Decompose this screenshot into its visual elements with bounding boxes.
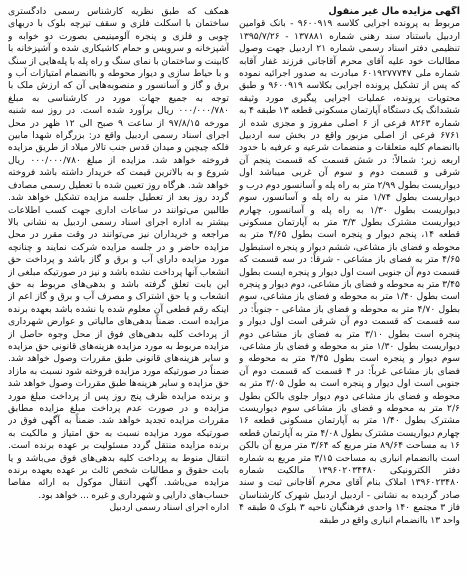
notice-body-right: مربوط به پرونده اجرایی کلاسه ۹۶۰۰۹۱۹ - بانک قوامین اردبیل باستناد سند رهنی شماره ۱۳۷۸۸۱ - ۱۳۹۵/۷/۲۶ تنظیمی دفتر اسناد رسمی شماره ۲۱ اردبیل جهت وصول مطالبات خود علیه آقای محرم آقاجانی فرزند غفار آقابه شماره ملی ۶۰۱۹۲۷۷۷۴۷ مبادرت به صدور اجرائیه نموده که پس از تشکیل پرونده اجرایی بکلاسه ۹۶۰۰۹۱۹ و طبق محتویات پرونده، عملیات اجرایی پیگیری مورد وثیقه ششدانگ یک دستگاه آپارتمان مسکونی قطعه ۱۳ طبقه ۴ به شماره ۸۲۶۳ فرعی از ۶ اصلی مفروز و مجزی شده از ۶۷۶۱ فرعی از اصلی مزبور واقع در بخش سه اردبیل باانضمام کلیه متعلقات و منضمات شرعیه و عرفیه با حدود اربعه زیر: شمالاً: در شش قسمت که قسمت پنجم آن شرقی و قسمت دوم و سوم آن غربی میباشد اول دیواریست بطول ۲/۹۹ متر به راه پله و آسانسور دوم درب و دیواریست بطول ۱/۷۴ متر به راه پله و آسانسور، سوم دیواریست بطول ۱/۳۰ به راه پله و آسانسور، چهارم دیواریست مشترک بطول ۳/۳ متر به آپارتمان مسکونی قطعه ۱۴، پنجم دیوار و پنجره است بطول ۴/۶۵ متر به محوطه و فضای باز مشاعی، ششم دیوار و پنجره استبطول ۴/۶۵ متر به فضای باز مشاعی - شرقاً: در سه قسمت که قسمت دوم آن جنوبی است اول دیوار و پنجره ایست بطول ۳/۴۵ متر به محوطه و فضای باز مشاعی، دوم دیوار و پنجره است بطول ۱/۴۰ متر به محوطه و فضای باز مشاعی، سوم بطول ۴/۷۰ متر به محوطه و فضای باز مشاعی - جنوباً: در سه قسمت که قسمت دوم آن شرقی است اول دیوار و پنجره است بطول ۳/۱۰ متر به فضای باز مشاعی دوم دیواریست بطول ۱/۳۰ متر به محوطه و فضای باز مشاعی، سوم دیوار و پنجره است بطول ۴/۴۵ متر به محوطه و فضای باز مشاعی غرباً: در ۴ قسمت که قسمت دوم آن جنوبی است اول دیوار و پنجره است به طول ۳/۰۵ متر به محوطه و فضای باز مشاعی دوم دیوار جلوی بالکن بطول ۲/۶ متر به محوطه و فضای باز مشاعی سوم دیواریست مشترک بطول ۱/۴۰ متر به آپارتمان مسکونی قطعه ۱۶ چهارم دیواریست مشترک بطول ۴/۰۸ متر به آپارتمان قطعه ۱۶ به مساحت ۸۹/۶۴ متر مربع که ۳/۶۴ متر مربع آن بالکن است باانضمام انباری به مساحت ۳/۱۵ متر مربع به شماره دفتر الکترونیکی ۱۳۹۶۰۲۰۳۴۴۸۰ مالکیت شماره ۱۳۹۶۰۲۳۴۸۰ املاک بنام آقای محرم آقاجانی ثبت و سند صادر گردیده به نشانی - اردبیل اردبیل شهرک کارشناسان فاز ۳ مجتمع ۱۴۰ واحدی فرهنگیان ناحیه ۳ بلوک ۵ طبقه ۴ واحد ۱۳ باانضمام انباری واقع در طبقه bbox=[239, 18, 460, 526]
notice-body-left: همکف که طبق نظریه کارشناس رسمی دادگستری ساختمان با اسکلت فلزی و سقف تیرچه بلوک با دربهای چوبی و فلزی و پنجره آلومینیمی بصورت دو خوابه و آشپزخانه و سرویس و حمام کاشیکاری شده و آشپزخانه با کابینت و ساختمان با نمای سنگ و راه پله با پله‌هایی از سنگ و با حیاط سازی و دیوار محوطه و باانضمام امتیازات آب و برق و گاز و آسانسور و منصوبه‌هایی آن که ارزش ملک با توجه به جمیع جهات مورد در کارشناسی به مبلغ ۰۰۰/۰۰۰/۷۸۰ ریال برآورد شده است. در روز سه شنبه مورخه ۹۷/۸/۱۵ از ساعت ۹ صبح الی ۱۲ ظهر در محل اجرای اسناد رسمی اردبیل واقع در: بزرگراه شهدا مابین فلکه چیچین و میدان قدس جنب تالار میلاد از طریق مزایده فروخته خواهد شد. مزایده از مبلغ ۰۰۰/۰۰۰/۷۸۰ ریال شروع و به بالاترین قیمت که خریدار داشته باشد فروخته خواهد شد. هرگاه روز تعیین شده با تعطیل رسمی مصادف گردد روز بعد از تعطیل جلسه مزایده تشکیل خواهد شد. طالبین می‌توانند در ساعات اداری جهت کسب اطلاعات بیشتر به اداره اجرای اسناد رسمی اردبیل به نشانی بالا مراجعه و خریداران نیز می‌توانند در وقت مقرر در محل مزایده حاضر و در جلسه مزایده شرکت نمایند و چنانچه مورد مزایده دارای آب و برق و گاز باشد و پرداخت حق انشعاب آنها پرداخت نشده باشد و نیز در صورتیکه مبلغی از این بابت تعلق گرفته باشد و بدهی‌های مربوط به حق انشعاب و یا حق اشتراک و مصرف آب و برق و گاز اعم از اینکه رقم قطعی آن معلوم شده یا نشده باشد بعهده برنده مزایده است. ضمناً بدهی‌های مالیاتی و عوارض شهرداری از پرداخت کلیه بدهی‌های فوق از محل وجوه حاصل از مزایده مربوط به مورد مزایده هزینه‌های قانونی حق مزایده و سایر هزینه‌های قانونی طبق مقررات وصول خواهد شد. ضمناً در صورتیکه مورد مزایده فروخته شود نسبت به مازاد حق مزایده و سایر هزینه‌ها طبق مقررات وصول خواهد شد و برنده مزایده ظرف پنج روز پس از پرداخت مبلغ مورد مزایده و در صورت عدم پرداخت مبلغ مزایده مطابق مقررات مزایده تجدید خواهد شد. ضمناً به آگهی فوق در صورتیکه مورد مزایده نسبت به حق امتیاز و مالکیت به برنده مزایده منتقل گردد مسئولیت بر عهده برنده است. انتقال منوط به پرداخت کلیه بدهی‌های فوق می‌باشد و یا بابت حقوق و مطالبات شخص ثالث بر عهده بعهده برنده مزایده می‌باشد. آگهی انتقال موکول به ارائه مفاصا حساب‌های دارایی و شهرداری و غیره ... خواهد بود. bbox=[8, 6, 229, 501]
notice-left-column bbox=[8, 6, 229, 572]
notice-title: آگهی مزایده مال غیر منقول bbox=[328, 6, 460, 17]
notice-right-column bbox=[239, 6, 460, 572]
notice-signature: اداره اجرای اسناد رسمی اردبیل bbox=[109, 502, 229, 514]
